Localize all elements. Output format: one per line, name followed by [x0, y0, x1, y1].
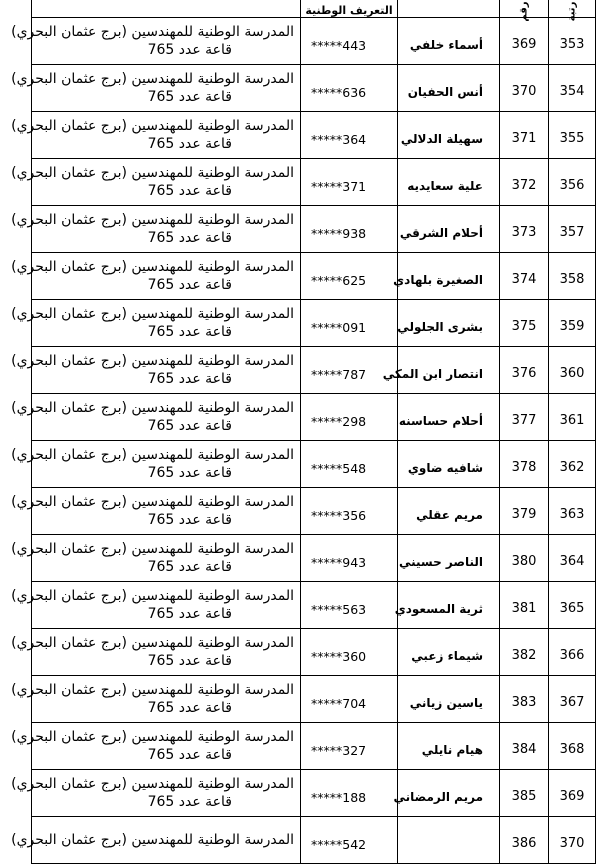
- national-id-cell: *****188: [301, 770, 398, 817]
- seq-cell: 361: [549, 394, 596, 441]
- seq-cell: 368: [549, 723, 596, 770]
- location-cell: [11, 112, 301, 159]
- location-line2: قاعة عدد 765: [147, 324, 232, 340]
- order-cell: 377: [500, 394, 549, 441]
- table-row: [32, 629, 596, 676]
- name-cell: مريم عقلي: [398, 488, 500, 535]
- location-cell: [11, 676, 301, 723]
- table-row: [32, 676, 596, 723]
- table-body: [11, 0, 596, 864]
- location-cell: [11, 770, 301, 817]
- location-cell: [11, 723, 301, 770]
- location-cell: [11, 300, 301, 347]
- name-cell: أحلام حساسنه: [398, 394, 500, 441]
- seq-cell: 367: [549, 676, 596, 723]
- location-line1: المدرسة الوطنية للمهندسين (برج عثمان البحري): [11, 494, 294, 510]
- location-line1: المدرسة الوطنية للمهندسين (برج عثمان البحري): [11, 24, 294, 40]
- seq-cell: 369: [549, 770, 596, 817]
- location-line2: قاعة عدد 765: [147, 559, 232, 575]
- national-id-cell: *****636: [301, 65, 398, 112]
- national-id-cell: *****091: [301, 300, 398, 347]
- header-national-id: التعريف الوطنية: [301, 0, 398, 18]
- seq-cell: 362: [549, 441, 596, 488]
- location-cell: [11, 629, 301, 676]
- name-cell: شافيه ضاوي: [398, 441, 500, 488]
- seq-cell: 354: [549, 65, 596, 112]
- order-cell: 375: [500, 300, 549, 347]
- seq-cell: 365: [549, 582, 596, 629]
- location-cell: [11, 159, 301, 206]
- name-cell: ثرية المسعودي: [398, 582, 500, 629]
- name-cell: انتصار ابن المكي: [398, 347, 500, 394]
- national-id-cell: *****563: [301, 582, 398, 629]
- national-id-cell: *****443: [301, 18, 398, 65]
- location-cell: [11, 65, 301, 112]
- order-cell: 372: [500, 159, 549, 206]
- location-line1: المدرسة الوطنية للمهندسين (برج عثمان البحري): [11, 212, 294, 228]
- national-id-cell: *****371: [301, 159, 398, 206]
- header-seq-label: رتبة: [566, 1, 578, 22]
- seq-cell: 370: [549, 817, 596, 864]
- order-cell: 381: [500, 582, 549, 629]
- location-line1: المدرسة الوطنية للمهندسين (برج عثمان البحري): [11, 682, 294, 698]
- location-line1: المدرسة الوطنية للمهندسين (برج عثمان البحري): [11, 165, 294, 181]
- national-id-cell: *****364: [301, 112, 398, 159]
- table-row: [32, 535, 596, 582]
- header-order: [500, 0, 549, 22]
- location-line2: قاعة عدد 765: [147, 136, 232, 152]
- national-id-cell: *****938: [301, 206, 398, 253]
- location-cell: [11, 535, 301, 582]
- location-line2: قاعة عدد 765: [147, 89, 232, 105]
- header-location: [32, 0, 301, 18]
- seq-cell: 355: [549, 112, 596, 159]
- national-id-cell: *****548: [301, 441, 398, 488]
- table-row: [32, 18, 596, 65]
- seq-cell: 357: [549, 206, 596, 253]
- seq-cell: 353: [549, 18, 596, 65]
- location-cell: [11, 347, 301, 394]
- location-cell: [11, 206, 301, 253]
- location-line2: قاعة عدد 765: [147, 277, 232, 293]
- location-line1: المدرسة الوطنية للمهندسين (برج عثمان البحري): [11, 729, 294, 745]
- table-row: [32, 582, 596, 629]
- national-id-cell: *****298: [301, 394, 398, 441]
- national-id-cell: *****787: [301, 347, 398, 394]
- location-line1: المدرسة الوطنية للمهندسين (برج عثمان البحري): [11, 118, 294, 134]
- header-row: [32, 0, 596, 18]
- location-cell: [11, 394, 301, 441]
- seq-cell: 363: [549, 488, 596, 535]
- location-cell: [11, 488, 301, 535]
- header-seq: [549, 0, 596, 22]
- order-cell: 374: [500, 253, 549, 300]
- table-row: [32, 394, 596, 441]
- location-cell: [11, 253, 301, 300]
- seq-cell: 358: [549, 253, 596, 300]
- seq-cell: 366: [549, 629, 596, 676]
- order-cell: 379: [500, 488, 549, 535]
- location-line2: قاعة عدد 765: [147, 42, 232, 58]
- order-cell: 380: [500, 535, 549, 582]
- order-cell: 371: [500, 112, 549, 159]
- location-line2: قاعة عدد 765: [147, 418, 232, 434]
- header-name: [398, 0, 500, 18]
- location-line1: المدرسة الوطنية للمهندسين (برج عثمان البحري): [11, 776, 294, 792]
- seq-cell: 359: [549, 300, 596, 347]
- order-cell: 383: [500, 676, 549, 723]
- location-cell: [11, 18, 301, 65]
- name-cell: علية سعايديه: [398, 159, 500, 206]
- location-line2: قاعة عدد 765: [147, 465, 232, 481]
- national-id-cell: *****542: [301, 817, 398, 864]
- table-row: [32, 300, 596, 347]
- location-line2: قاعة عدد 765: [147, 606, 232, 622]
- national-id-cell: *****704: [301, 676, 398, 723]
- location-line1: المدرسة الوطنية للمهندسين (برج عثمان البحري): [11, 832, 294, 848]
- table-row: [32, 488, 596, 535]
- table-row: [32, 159, 596, 206]
- location-line1: المدرسة الوطنية للمهندسين (برج عثمان البحري): [11, 353, 294, 369]
- location-line1: المدرسة الوطنية للمهندسين (برج عثمان البحري): [11, 259, 294, 275]
- table-row: [32, 770, 596, 817]
- order-cell: 378: [500, 441, 549, 488]
- location-line2: قاعة عدد 765: [147, 747, 232, 763]
- table-row: [32, 206, 596, 253]
- location-line2: قاعة عدد 765: [147, 512, 232, 528]
- order-cell: 373: [500, 206, 549, 253]
- national-id-cell: *****356: [301, 488, 398, 535]
- name-cell: مريم الرمضاني: [398, 770, 500, 817]
- location-line2: قاعة عدد 765: [147, 371, 232, 387]
- seq-cell: 360: [549, 347, 596, 394]
- seq-cell: 356: [549, 159, 596, 206]
- location-line2: قاعة عدد 765: [147, 183, 232, 199]
- table-row: [32, 347, 596, 394]
- order-cell: 382: [500, 629, 549, 676]
- name-cell: هيام نايلي: [398, 723, 500, 770]
- location-line1: المدرسة الوطنية للمهندسين (برج عثمان البحري): [11, 635, 294, 651]
- location-line1: المدرسة الوطنية للمهندسين (برج عثمان البحري): [11, 71, 294, 87]
- location-line1: المدرسة الوطنية للمهندسين (برج عثمان البحري): [11, 541, 294, 557]
- name-cell: ياسين زياني: [398, 676, 500, 723]
- table-row: [32, 253, 596, 300]
- table-row: [32, 65, 596, 112]
- exam-hall-table: [11, 0, 596, 864]
- location-line1: المدرسة الوطنية للمهندسين (برج عثمان البحري): [11, 306, 294, 322]
- seq-cell: 364: [549, 535, 596, 582]
- location-line2: قاعة عدد 765: [147, 700, 232, 716]
- table-row: [32, 441, 596, 488]
- order-cell: 370: [500, 65, 549, 112]
- location-line2: قاعة عدد 765: [147, 794, 232, 810]
- national-id-cell: *****943: [301, 535, 398, 582]
- name-cell: الناصر حسيني: [398, 535, 500, 582]
- location-cell: [11, 441, 301, 488]
- name-cell: أنس الحفيان: [398, 65, 500, 112]
- location-cell: [11, 817, 301, 864]
- order-cell: 386: [500, 817, 549, 864]
- national-id-cell: *****625: [301, 253, 398, 300]
- location-line2: قاعة عدد 765: [147, 230, 232, 246]
- national-id-cell: *****327: [301, 723, 398, 770]
- order-cell: 376: [500, 347, 549, 394]
- order-cell: 385: [500, 770, 549, 817]
- name-cell: شيماء زعبي: [398, 629, 500, 676]
- order-cell: 369: [500, 18, 549, 65]
- name-cell: أسماء خلفي: [398, 18, 500, 65]
- location-cell: [11, 582, 301, 629]
- header-order-label: رقم: [518, 1, 530, 22]
- national-id-cell: *****360: [301, 629, 398, 676]
- table-row: [32, 723, 596, 770]
- order-cell: 384: [500, 723, 549, 770]
- name-cell: الصغيرة بلهادي: [398, 253, 500, 300]
- table-row: [32, 817, 596, 864]
- name-cell: سهيلة الدلالي: [398, 112, 500, 159]
- table-row: [32, 112, 596, 159]
- name-cell: أحلام الشرقي: [398, 206, 500, 253]
- location-line1: المدرسة الوطنية للمهندسين (برج عثمان البحري): [11, 400, 294, 416]
- location-line1: المدرسة الوطنية للمهندسين (برج عثمان البحري): [11, 447, 294, 463]
- location-line2: قاعة عدد 765: [147, 653, 232, 669]
- location-line1: المدرسة الوطنية للمهندسين (برج عثمان البحري): [11, 588, 294, 604]
- name-cell: بشرى الجلولي: [398, 300, 500, 347]
- name-cell: [398, 817, 500, 864]
